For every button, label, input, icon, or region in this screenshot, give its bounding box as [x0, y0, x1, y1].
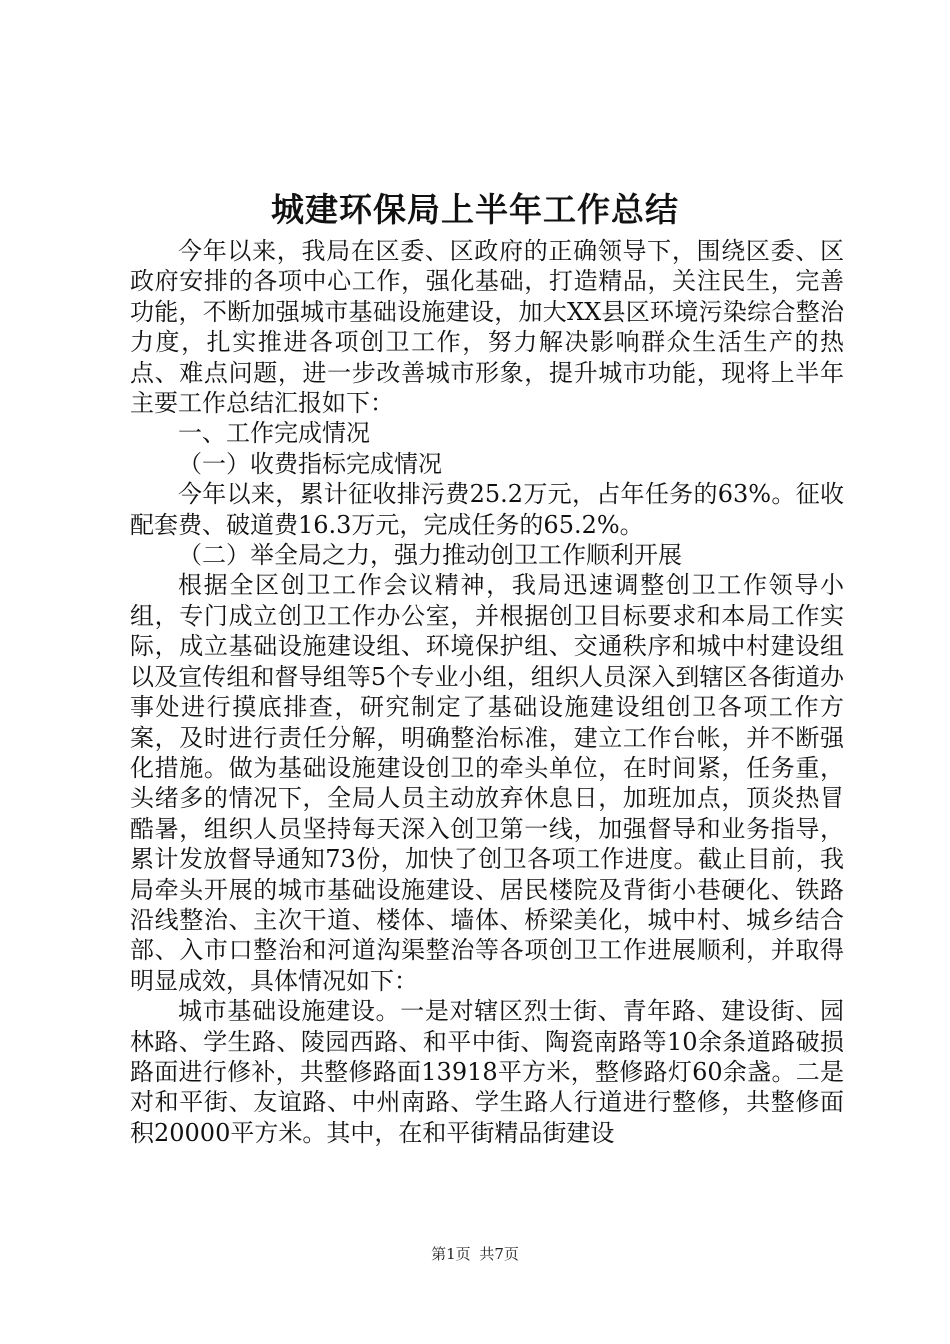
- page-total: 共7页: [479, 1245, 519, 1263]
- page-footer: [0, 1244, 950, 1264]
- infrastructure-paragraph: 城市基础设施建设。一是对辖区烈士街、青年路、建设街、园林路、学生路、陵园西路、和平中街、陶瓷南路等10余条道路破损路面进行修补，共整修路面13918平方米，整修路灯60余盏。二是对和平街、友谊路、中州南路、学生路人行道进行整修，共整修面积20000平方米。其中，在和平街精品街建设: [130, 997, 844, 1147]
- section-heading-1: 一、工作完成情况: [178, 419, 370, 448]
- fee-paragraph: 今年以来，累计征收排污费25.2万元，占年任务的63%。征收配套费、破道费16.3万元，完成任务的65.2%。: [130, 480, 844, 539]
- subsection-heading-1: （一）收费指标完成情况: [178, 449, 442, 478]
- subsection-heading-2: （二）举全局之力，强力推动创卫工作顺利开展: [178, 541, 682, 570]
- intro-paragraph: 今年以来，我局在区委、区政府的正确领导下，围绕区委、区政府安排的各项中心工作，强化基础，打造精品，关注民生，完善功能，不断加强城市基础设施建设，加大XX县区环境污染综合整治力度，扎实推进各项创卫工作，努力解决影响群众生活生产的热点、难点问题，进一步改善城市形象，提升城市功能，现将上半年主要工作总结汇报如下：: [130, 237, 844, 418]
- sanitation-paragraph: 根据全区创卫工作会议精神，我局迅速调整创卫工作领导小组，专门成立创卫工作办公室，并根据创卫目标要求和本局工作实际，成立基础设施建设组、环境保护组、交通秩序和城中村建设组以及宣传组和督导组等5个专业小组，组织人员深入到辖区各街道办事处进行摸底排查，研究制定了基础设施建设组创卫各项工作方案，及时进行责任分解，明确整治标准，建立工作台帐，并不断强化措施。做为基础设施建设创卫的牵头单位，在时间紧，任务重，头绪多的情况下，全局人员主动放弃休息日，加班加点，顶炎热冒酷暑，组织人员坚持每天深入创卫第一线，加强督导和业务指导，累计发放督导通知73份，加快了创卫各项工作进度。截止目前，我局牵头开展的城市基础设施建设、居民楼院及背街小巷硬化、铁路沿线整治、主次干道、楼体、墙体、桥梁美化，城中村、城乡结合部、入市口整治和河道沟渠整治等各项创卫工作进展顺利，并取得明显成效，具体情况如下：: [130, 571, 844, 995]
- page-number: 第1页: [431, 1245, 471, 1263]
- document-body: [130, 236, 844, 1148]
- document-title: 城建环保局上半年工作总结: [271, 190, 679, 229]
